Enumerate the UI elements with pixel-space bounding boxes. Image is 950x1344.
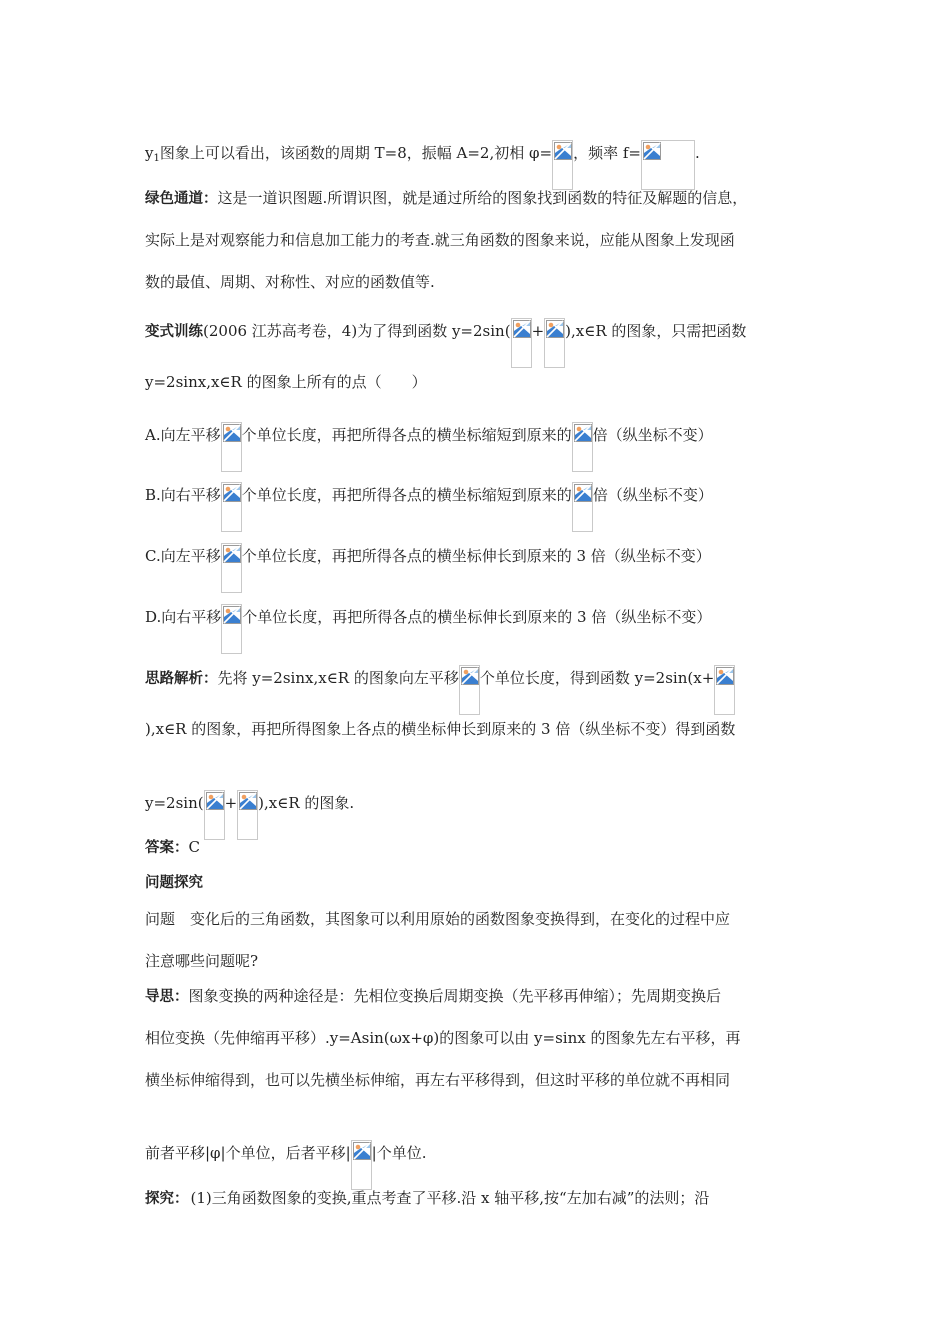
text-line: ),x∈R 的图象，再把所得图象上各点的横坐标伸长到原来的 3 倍（纵坐标不变）得到函数 xyxy=(145,720,736,738)
broken-image-icon xyxy=(221,543,242,593)
section-heading: 问题探究 xyxy=(145,875,203,891)
text-line: $y_1$图象上可以看出，该函数的周期 T=8，振幅 A=2,初相 φ= ，频率 f= . xyxy=(145,140,700,190)
broken-image-icon xyxy=(221,482,242,532)
text-line: 注意哪些问题呢? xyxy=(145,952,259,970)
text-line: y=2sin( + ),x∈R 的图象. xyxy=(145,790,354,840)
text-line: 横坐标伸缩得到，也可以先横坐标伸缩，再左右平移得到，但这时平移的单位就不再相同 xyxy=(145,1071,731,1089)
text-line: 绿色通道：这是一道识图题.所谓识图，就是通过所给的图象找到函数的特征及解题的信息， xyxy=(145,189,748,207)
option-c: C.向左平移 个单位长度，再把所得各点的横坐标伸长到原来的 3 倍（纵坐标不变） xyxy=(145,543,711,593)
broken-image-icon xyxy=(221,422,242,472)
option-d: D.向右平移 个单位长度，再把所得各点的横坐标伸长到原来的 3 倍（纵坐标不变） xyxy=(145,604,711,654)
text-line: 变式训练(2006 江苏高考卷，4)为了得到函数 y=2sin( + ),x∈R 的图象，只需把函数 xyxy=(145,318,746,368)
broken-image-icon xyxy=(511,318,532,368)
broken-image-icon xyxy=(459,665,480,715)
section-label: 变式训练 xyxy=(145,324,203,340)
section-label: 导思： xyxy=(145,989,189,1005)
broken-image-icon xyxy=(641,140,695,190)
text-line: 相位变换（先伸缩再平移）.y=Asin(ωx+φ)的图象可以由 y=sinx 的图象先左右平移，再 xyxy=(145,1029,741,1047)
broken-image-icon xyxy=(351,1140,372,1190)
text-line: 答案：C xyxy=(145,838,200,856)
option-b: B.向右平移 个单位长度，再把所得各点的横坐标缩短到原来的 倍（纵坐标不变） xyxy=(145,482,713,532)
broken-image-icon xyxy=(714,665,735,715)
text-line: 实际上是对观察能力和信息加工能力的考查.就三角函数的图象来说，应能从图象上发现函 xyxy=(145,231,735,249)
broken-image-icon xyxy=(544,318,565,368)
text-line: 前者平移|φ|个单位，后者平移| |个单位. xyxy=(145,1140,427,1190)
text-line: 问题 变化后的三角函数，其图象可以利用原始的函数图象变换得到，在变化的过程中应 xyxy=(145,910,731,928)
section-label: 绿色通道： xyxy=(145,191,218,207)
broken-image-icon xyxy=(221,604,242,654)
broken-image-icon xyxy=(204,790,225,840)
option-a: A.向左平移 个单位长度，再把所得各点的横坐标缩短到原来的 倍（纵坐标不变） xyxy=(145,422,713,472)
broken-image-icon xyxy=(572,482,593,532)
section-label: 探究： xyxy=(145,1191,189,1207)
text-line: 思路解析：先将 y=2sinx,x∈R 的图象向左平移 个单位长度，得到函数 y=2sin(x+ xyxy=(145,665,735,715)
section-label: 答案： xyxy=(145,840,189,856)
text-line: 探究： (1)三角函数图象的变换,重点考查了平移.沿 x 轴平移,按“左加右减”的法则；沿 xyxy=(145,1189,710,1207)
section-label: 思路解析： xyxy=(145,671,218,687)
broken-image-icon xyxy=(572,422,593,472)
broken-image-icon xyxy=(237,790,258,840)
broken-image-icon xyxy=(552,140,573,190)
text-line: y=2sinx,x∈R 的图象上所有的点（ ） xyxy=(145,373,427,391)
text-line: 数的最值、周期、对称性、对应的函数值等. xyxy=(145,273,435,291)
text-line: 导思：图象变换的两种途径是：先相位变换后周期变换（先平移再伸缩）；先周期变换后 xyxy=(145,987,722,1005)
